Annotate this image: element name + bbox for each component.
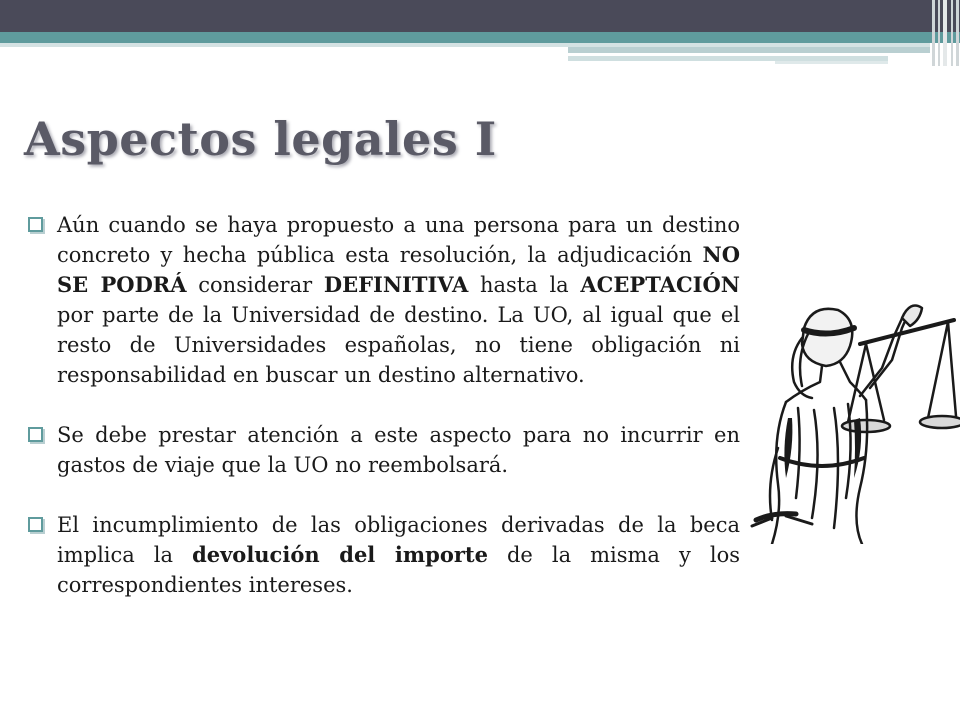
bullet-text: Se debe prestar atención a este aspecto para no incurrir en gastos de viaje que la UO no reembolsará. bbox=[57, 423, 740, 477]
square-bullet-icon bbox=[28, 517, 43, 532]
square-bullet-icon bbox=[28, 217, 43, 232]
lady-justice-icon bbox=[742, 298, 960, 544]
header-teal-band bbox=[0, 32, 960, 43]
header-stripe bbox=[775, 61, 888, 64]
bullet-item bbox=[28, 420, 740, 480]
bullet-item bbox=[28, 210, 740, 390]
square-bullet-icon bbox=[28, 427, 43, 442]
bullet-text: Aún cuando se haya propuesto a una persona para un destino concreto y hecha pública esta resolución, la adjudicación NO SE PODRÁ considerar DEFINITIVA hasta la ACEPTACIÓN por parte de la Universidad de destino. La UO, al igual que el resto de Universidades españolas, no tiene obligación ni responsabilidad en buscar un destino alternativo. bbox=[57, 213, 740, 387]
bullet-item bbox=[28, 510, 740, 600]
slide-title: Aspectos legales I bbox=[24, 112, 497, 166]
bullet-list bbox=[28, 210, 740, 630]
bullet-text: El incumplimiento de las obligaciones derivadas de la beca implica la devolución del importe de la misma y los correspondientes intereses. bbox=[57, 513, 740, 597]
header-vertical-lines bbox=[930, 0, 960, 66]
header-stripe bbox=[568, 47, 930, 53]
header-dark-band bbox=[0, 0, 960, 32]
